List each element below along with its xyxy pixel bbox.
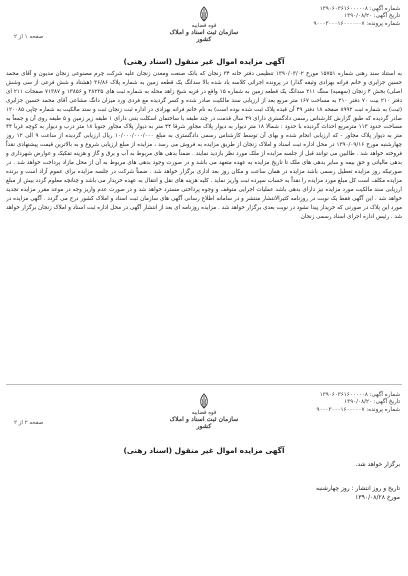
iran-emblem-icon (196, 6, 212, 22)
notice-body: به استناد سند رهنی شماره ۱۵۷۵۱ مورخ ۱۳۹۰/۰۳/۰۲ تنظیمی دفتر خانه ۳۴ زنجان که بانک صنعت ومعدن زنجان علیه شرکت چرم مصنوعی زنجان مدیون و آقای محمد حسین جزایری و خانم فرانه بهزادی وثیقه گذار) در پرونده اجرائی کلاسه باد شده بالا سدانگ یک قطعه زمین به شماره پلاک ۳۶/۸۶ (هشتاد و شش فرعی از سی وشش اصلی) بخش ۴ زنجان (سهمیه) سنگ ۲۱۱ سدانگ یک قطعه زمین به شماره ۱۵ واقع در قریه شیخ زاهد محله به شماره ثبت های ۲۸۲۳۵ و ۱۳۸۵۶ و ۷۱۳۸۷ صفحات ۲۱۱ ای دفتر ۲۱۰ بیت ۷۰ دفتر ۲۱۰ به مساحت ۱۶۷ متر مربع بعد از ارزیابی سند مالکیت صادر شده و کسر گردیده مع فردی ورد میزان دانگ مشاعی آقای محمد حسین جزایری (ثبت) به شماره ثبت ۸۹۹۲ صفحه ۱۸ دفتر ۴۹ آن قیده پلاک ثبت شده بوده است) به نام خانم فرانه بهزادی در اداره ثبت زنجان ثبت و سند مالکیت به شماره چاپی ۱۲۰۰۸۵ صادر گردیده که طبق گزارش کارشناس رسمی دادگستری دارای ۴۹ سال قدمت در چند طبقه با ساختمان اسکلت بتنی دارای ۱ طبقه زیر زمین و ۵ طبقه روی آن و جمعاً به مساحت حدود ۱۱۳ مترمربع احداث گردیده با حدود : شمالا ۱۸ متر دیوار به دیوار پلاک مجاور شرقا ۴۴ متر به دیوار پلاک مجاور جنوبا ۱۸ متر درب و دیوار به کوچه غربا ۴۴ متر به دیوار پلاک مجاور - که ارزیابی انجام شده و بهای آن توسط کارشناس رسمی دادگستری به مبلغ ۱۰/۰۰۰/۰۰۰/۰۰۰ ریال ارزیابی گردیده از ساعت ۹ الی ۱۲ روز چهارشنبه مورخ ۱۳۹۰/۰۹/۱۶ در محل اداره ثبت اسناد و املاک زنجان از طریق مزایده به فروش می رسد ، مزایده از مبلغ ارزیابی شروع و به بالاترین قیمت پیشنهادی نقداً فروخته خواهد شد . طالبین می توانند قبل از جلسه مزایده از ملک مورد نظر بازدید نمایند . ضمناً بدهی های مربوط به آب و برق و گاز و هزینه تفکیک و عوارض شهرداری و بدهی مالیاتی و حق بیمه و سایر بدهی های ملک تا تاریخ مزایده به عهده متعهد می باشد و در صورت وجود بدهی های مربوط به آن از محل مازاد پرداخت خواهد شد . در صورتیکه روز مزایده تعطیل رسمی باشد مزایده در همان ساعت و مکان روز بعد اداری برگزار خواهد شد . ضمناً شرکت در جلسه مزایده برای عموم آزاد است و برنده مزایده مکلف است کل مبلغ مورد مزایده را نقداً به حساب سپرده ثبت واریز نماید . کلیه هزینه های نقل و انتقال به عهده خریدار می باشد و چنانچه معلوم گردد بیش از مبلغ ارزیابی سند مالکیت مورد مزایده نیز دارای بدهی باشد عملیات اجرایی متوقف و وجوه پرداختی مسترد خواهد شد و در صورت عدم واریز وجه در موعد مقرر مزایده تجدید خواهد شد . این آگهی فقط یک نوبت در روزنامه کثیرالانتشار منتشر و در سامانه اطلاع رسانی آگهی های سازمان ثبت اسناد و املاک کشور درج می گردد . آگهی مزایده در مورد این پلاک در صورتی که خریدار پیدا نشود در نوبت بعدی برگزار خواهد شد . مزایده روزنامه ای بعد از انتشار آگهی در محل اداره ثبت اسناد و املاک زنجان برگزار خواهد شد . رئیس اداره اجرای اسناد رسمی زنجان (6, 71, 402, 220)
iran-emblem-icon (196, 393, 212, 409)
notice-title: آگهی مزایده اموال غیر منقول (اسناد رهنی) (123, 57, 285, 66)
file-number: شماره پرونده: ۹۰۰۰۳۰۰۰۱۶۰۰۰۰۰۷ (316, 406, 400, 413)
ministry-label: قوه قضاییه (191, 23, 217, 29)
publication-date-label: تاریخ و روز انتشار : روز چهارشنبه (316, 485, 400, 492)
notice-number: شماره آگهی: ۱۳۹۰۶۰۳۶۱۶۰۰۰۰۰۸ (319, 392, 400, 398)
page-number: صفحه ۱ از ۲ (14, 34, 44, 40)
organization-name: سازمان ثبت اسناد و املاک کشور (169, 29, 239, 43)
section-divider (6, 384, 402, 385)
notice-date: تاریخ آگهی: ۱۳۹۰/۰۸/۲۰ (344, 13, 400, 20)
organization-name: سازمان ثبت اسناد و املاک کشور (169, 416, 239, 430)
org-header (164, 23, 244, 43)
org-header (164, 410, 244, 430)
publication-date-value: مورخ ۱۳۹۰/۰۸/۲۸ (355, 494, 400, 501)
notice-date: تاریخ آگهی: ۱۳۹۰/۰۸/۲۰ (344, 399, 400, 406)
file-number: شماره پرونده: ۹۰۰۰۳۰۰۰۱۶۰۰۰۰۰۰۷ (313, 20, 400, 27)
notice-title: آگهی مزایده اموال غیر منقول (اسناد رهنی) (123, 446, 285, 455)
notice-meta (316, 392, 400, 414)
page-number: صفحه ۲ از ۲ (14, 420, 44, 426)
notice-meta (313, 6, 400, 28)
notice-number: شماره آگهی: ۱۳۹۰۶۰۳۶۱۶۰۰۰۰۰۸ (319, 6, 400, 12)
continuation-text: برگزار خواهد شد. (355, 461, 400, 468)
ministry-label: قوه قضاییه (191, 410, 217, 416)
